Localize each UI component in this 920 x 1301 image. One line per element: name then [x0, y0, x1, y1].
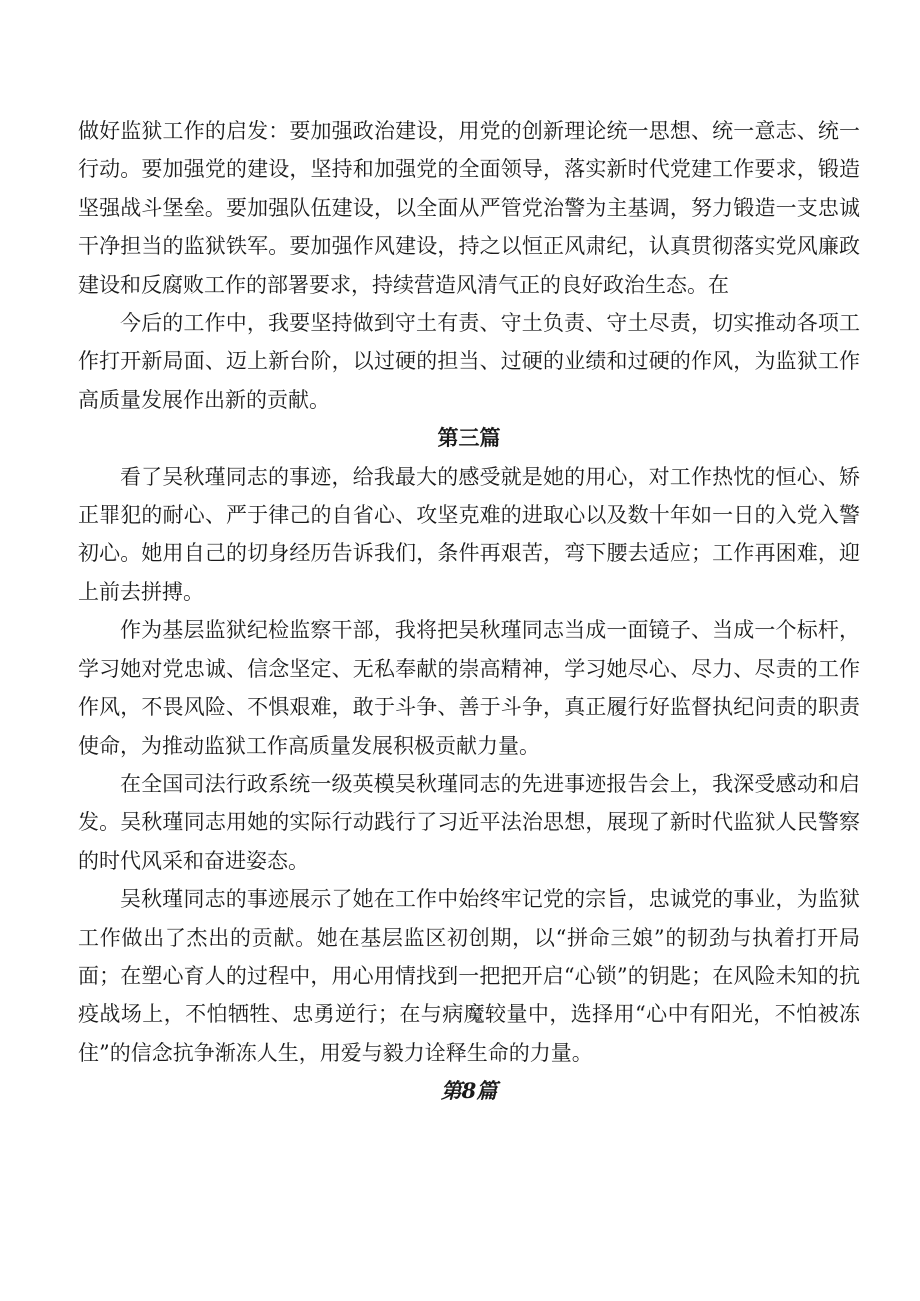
paragraph-2: 今后的工作中，我要坚持做到守土有责、守土负责、守土尽责，切实推动各项工作打开新局面、迈上新台阶，以过硬的担当、过硬的业绩和过硬的作风，为监狱工作高质量发展作出新的贡献。	[78, 311, 860, 412]
paragraph-6: 吴秋瑾同志的事迹展示了她在工作中始终牢记党的宗旨，忠诚党的事业，为监狱工作做出了杰出的贡献。她在基层监区初创期，以“拼命三娘”的韧劲与执着打开局面；在塑心育人的过程中，用心用情找到一把把开启“心锁”的钥匙；在风险未知的抗疫战场上，不怕牺牲、忠勇逆行；在与病魔较量中，选择用“心中有阳光，不怕被冻住”的信念抗争渐冻人生，用爱与毅力诠释生命的力量。	[78, 887, 860, 1065]
section-heading-8: 第8篇	[440, 1078, 498, 1104]
paragraph-4: 作为基层监狱纪检监察干部，我将把吴秋瑾同志当成一面镜子、当成一个标杆，学习她对党忠诚、信念坚定、无私奉献的崇高精神，学习她尽心、尽力、尽责的工作作风，不畏风险、不惧艰难，敢于斗争、善于斗争，真正履行好监督执纪问责的职责使命，为推动监狱工作高质量发展积极贡献力量。	[78, 618, 860, 758]
document-page	[78, 112, 860, 1111]
paragraph-3: 看了吴秋瑾同志的事迹，给我最大的感受就是她的用心，对工作热忱的恒心、矫正罪犯的耐心、严于律己的自省心、攻坚克难的进取心以及数十年如一日的入党入警初心。她用自己的切身经历告诉我们，条件再艰苦，弯下腰去适应；工作再困难，迎上前去拼搏。	[78, 464, 860, 604]
paragraph-5: 在全国司法行政系统一级英模吴秋瑾同志的先进事迹报告会上，我深受感动和启发。吴秋瑾同志用她的实际行动践行了习近平法治思想，展现了新时代监狱人民警察的时代风采和奋进姿态。	[78, 771, 860, 873]
section-heading-3: 第三篇	[437, 425, 501, 451]
paragraph-1: 做好监狱工作的启发：要加强政治建设，用党的创新理论统一思想、统一意志、统一行动。要加强党的建设，坚持和加强党的全面领导，落实新时代党建工作要求，锻造坚强战斗堡垒。要加强队伍建设，以全面从严管党治警为主基调，努力锻造一支忠诚干净担当的监狱铁军。要加强作风建设，持之以恒正风肃纪，认真贯彻落实党风廉政建设和反腐败工作的部署要求，持续营造风清气正的良好政治生态。在	[78, 119, 860, 297]
